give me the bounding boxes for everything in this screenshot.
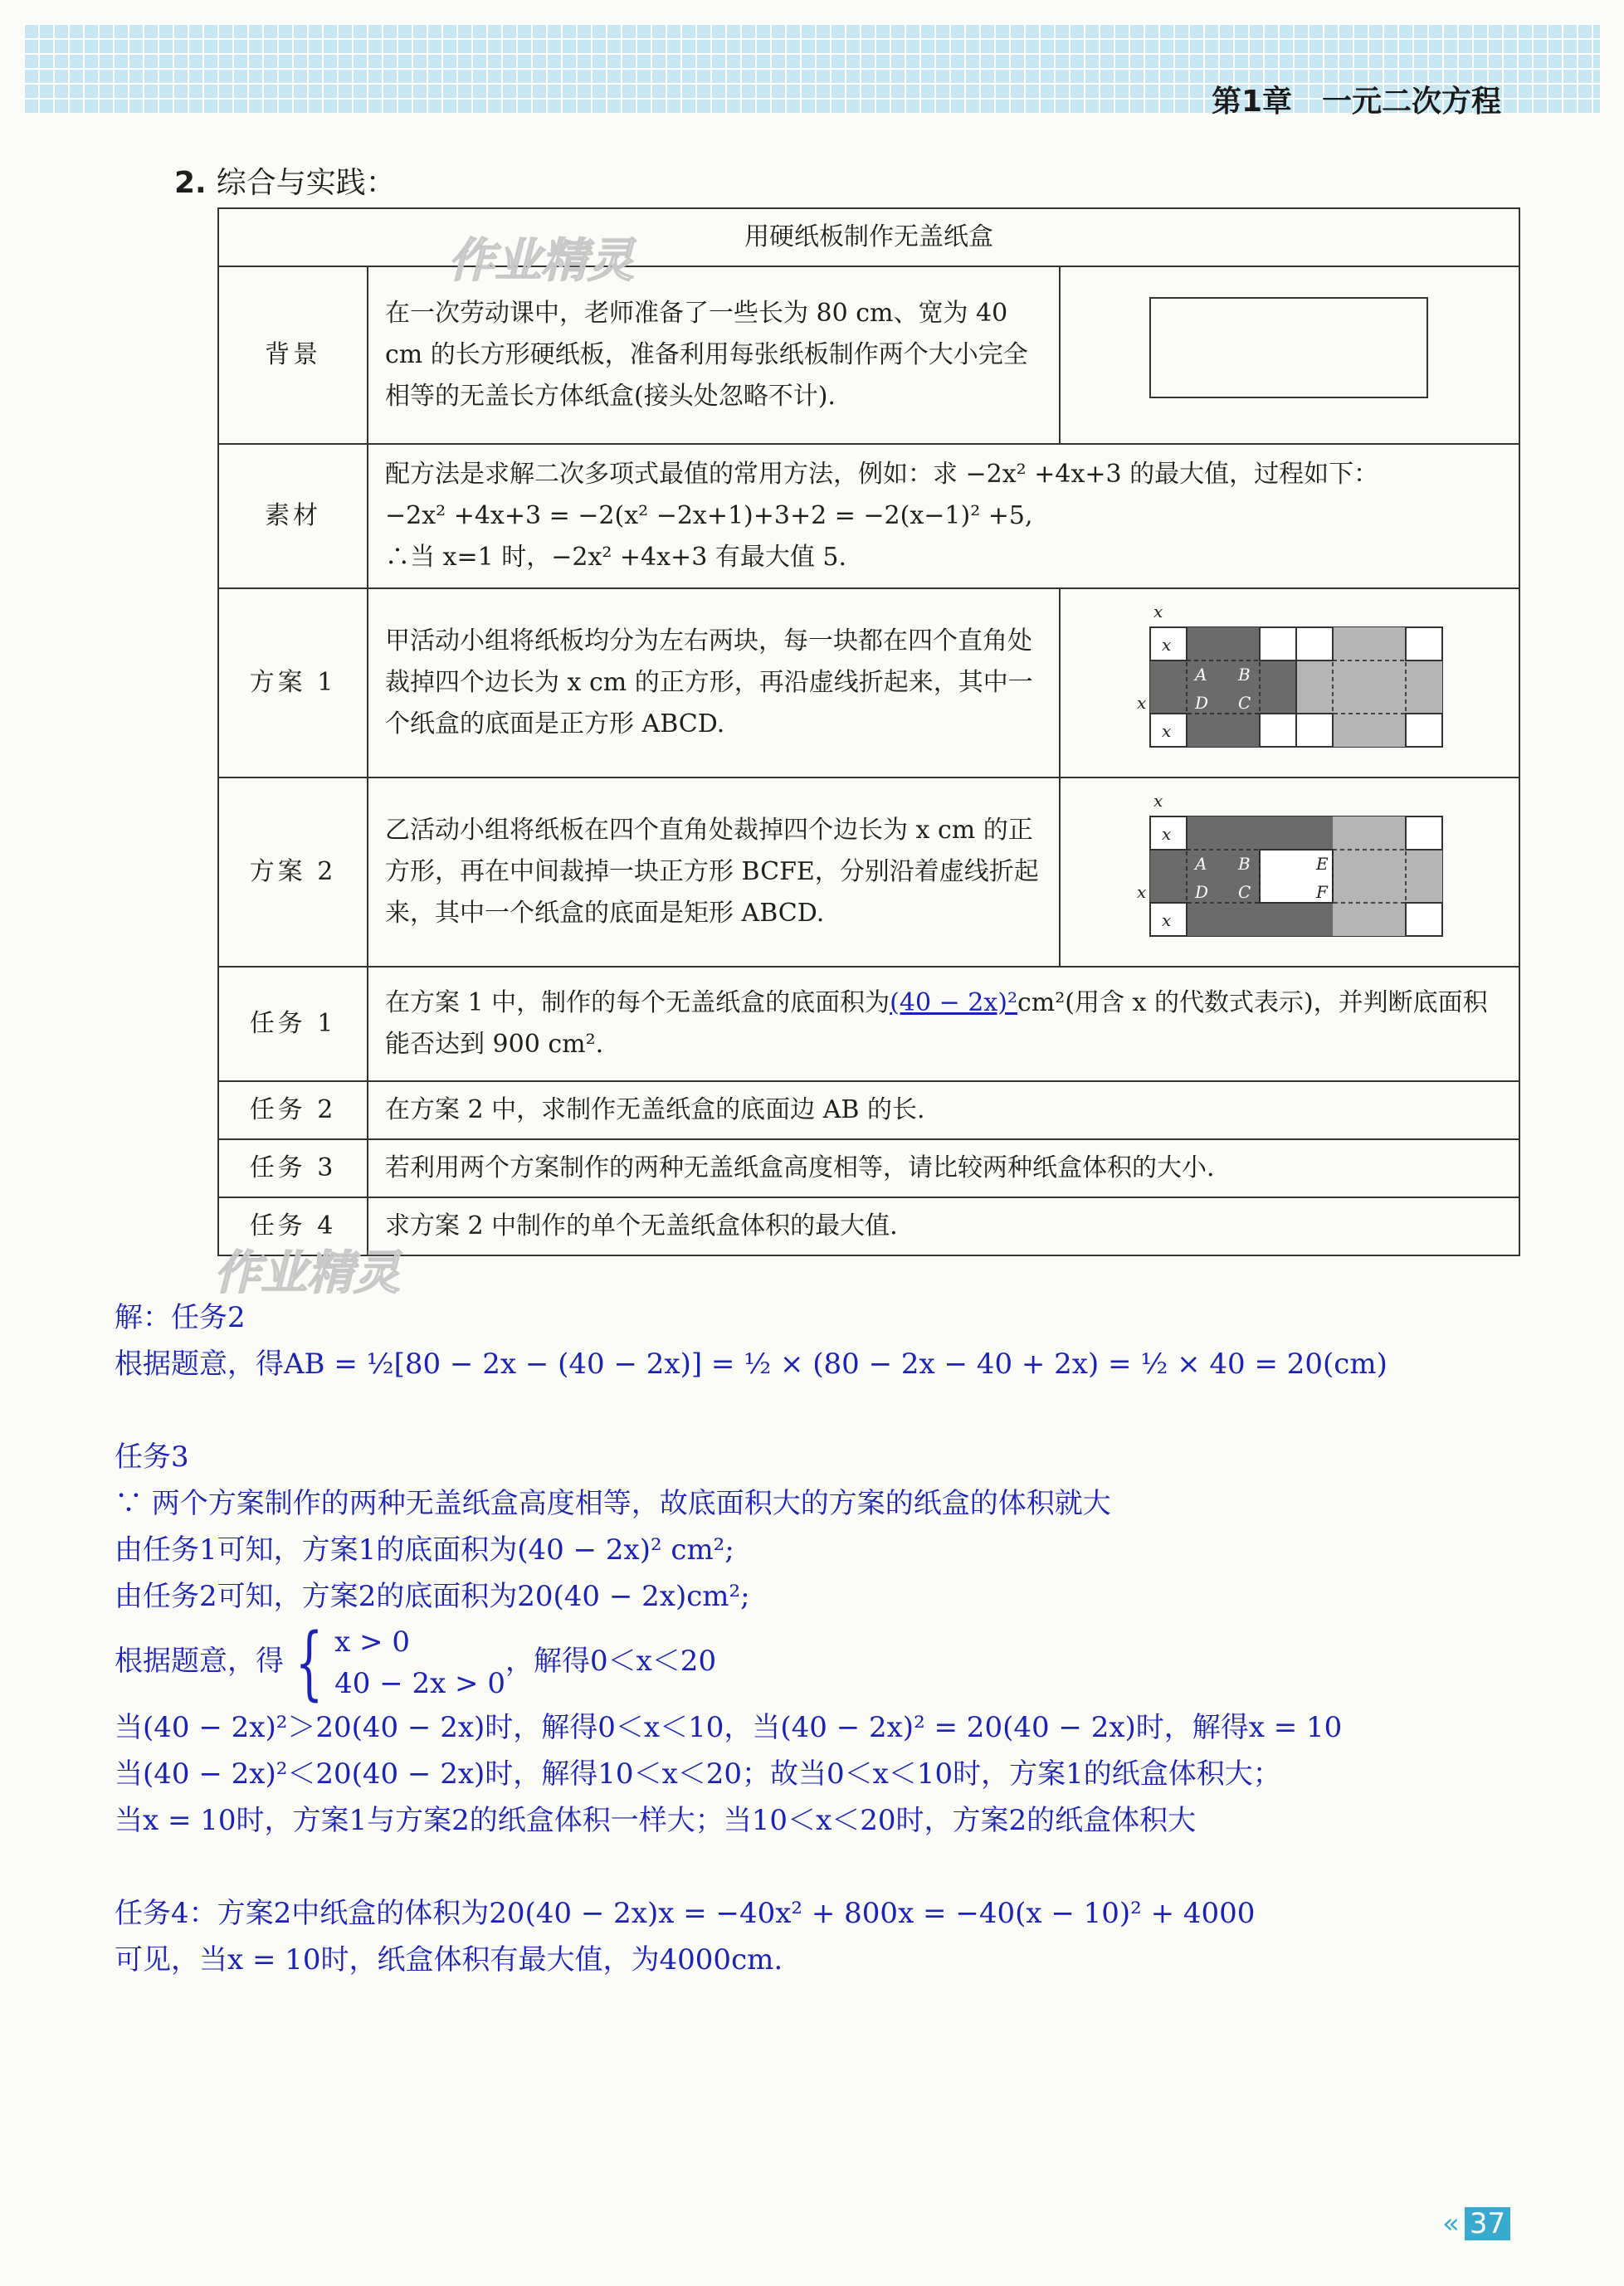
row-label: 方案 2	[218, 777, 368, 967]
label-x: x	[1162, 910, 1172, 930]
row-label: 背景	[218, 266, 368, 444]
task-table	[217, 207, 1520, 1256]
row-text: 在方案 2 中，求制作无盖纸盒的底面边 AB 的长.	[368, 1081, 1519, 1139]
label-C: C	[1238, 693, 1251, 713]
table-title: 用硬纸板制作无盖纸盒	[218, 208, 1519, 266]
inequality-system	[334, 1621, 505, 1704]
plan1-figure-cell	[1060, 588, 1519, 777]
system-suffix: ，解得0＜x＜20	[505, 1645, 717, 1678]
plan2-figure	[1132, 788, 1447, 943]
inequality-system-line	[115, 1616, 1575, 1709]
row-text: 在一次劳动课中，老师准备了一些长为 80 cm、宽为 40 cm 的长方形硬纸板，准备利用每张纸板制作两个大小完全相等的无盖长方体纸盒(接头处忽略不计).	[368, 266, 1060, 444]
row-text: 若利用两个方案制作的两种无盖纸盒高度相等，请比较两种纸盒体积的大小.	[368, 1139, 1519, 1197]
row-label: 素材	[218, 444, 368, 588]
table-row	[218, 777, 1519, 967]
row-label: 任务 1	[218, 967, 368, 1081]
material-line: −2x² +4x+3 = −2(x² −2x+1)+3+2 = −2(x−1)² +5,	[385, 501, 1033, 530]
solution-block	[115, 1294, 1575, 1983]
label-B: B	[1238, 665, 1251, 685]
solution-line: 当x = 10时，方案1与方案2的纸盒体积一样大；当10＜x＜20时，方案2的纸盒体积大	[115, 1804, 1197, 1837]
table-row	[218, 444, 1519, 588]
material-line: ∴当 x=1 时，−2x² +4x+3 有最大值 5.	[385, 543, 846, 572]
table-row	[218, 266, 1519, 444]
label-x: x	[1137, 693, 1147, 713]
solution-line: 当(40 − 2x)²＞20(40 − 2x)时，解得0＜x＜10，当(40 − 2x)² = 20(40 − 2x)时，解得x = 10	[115, 1711, 1343, 1744]
solution-line: 解：任务2	[115, 1301, 246, 1334]
table-row	[218, 588, 1519, 777]
question-heading	[174, 159, 396, 202]
label-x: x	[1162, 721, 1172, 741]
page-number-value: 37	[1465, 2207, 1510, 2240]
label-x: x	[1153, 791, 1163, 811]
solution-line: 任务3	[115, 1440, 189, 1474]
table-row	[218, 1081, 1519, 1139]
question-number: 2.	[174, 166, 207, 200]
table-row	[218, 1139, 1519, 1197]
question-title: 综合与实践：	[216, 166, 396, 200]
row-text: 甲活动小组将纸板均分为左右两块，每一块都在四个直角处裁掉四个边长为 x cm 的正方形，再沿虚线折起来，其中一个纸盒的底面是正方形 ABCD.	[368, 588, 1060, 777]
task1-answer: (40 − 2x)²	[890, 988, 1017, 1017]
task1-text-b: cm²(用含 x 的代数式表示)，并判断底面积能否达到 900 cm².	[385, 988, 1488, 1059]
brace-glyph: {	[295, 1616, 324, 1709]
row-label: 任务 3	[218, 1139, 368, 1197]
label-A: A	[1195, 665, 1207, 685]
label-C: C	[1238, 882, 1251, 902]
inequality: x > 0	[334, 1626, 410, 1659]
cardboard-figure	[1149, 296, 1431, 401]
solution-line: 由任务1可知，方案1的底面积为(40 − 2x)² cm²;	[115, 1533, 734, 1567]
system-prefix: 根据题意，得	[115, 1645, 284, 1678]
row-label: 方案 1	[218, 588, 368, 777]
chapter-title: 第1章 一元二次方程	[1211, 85, 1501, 119]
row-label: 任务 2	[218, 1081, 368, 1139]
task1-text-a: 在方案 1 中，制作的每个无盖纸盒的底面积为	[385, 988, 890, 1017]
label-x: x	[1137, 882, 1147, 902]
row-text	[368, 444, 1519, 588]
row-text: 乙活动小组将纸板在四个直角处裁掉四个边长为 x cm 的正方形，再在中间裁掉一块正方形 BCFE，分别沿着虚线折起来，其中一个纸盒的底面是矩形 ABCD.	[368, 777, 1060, 967]
plan2-figure-cell	[1060, 777, 1519, 967]
solution-line: 根据题意，得AB = ½[80 − 2x − (40 − 2x)] = ½ × (80 − 2x − 40 + 2x) = ½ × 40 = 20(cm)	[115, 1348, 1387, 1381]
table-row	[218, 1197, 1519, 1255]
label-x: x	[1162, 635, 1172, 655]
page-number: « 37	[1442, 2207, 1510, 2240]
label-A: A	[1195, 854, 1207, 874]
solution-line: 当(40 − 2x)²＜20(40 − 2x)时，解得10＜x＜20；故当0＜x＜10时，方案1的纸盒体积大；	[115, 1757, 1281, 1791]
inequality: 40 − 2x > 0	[334, 1667, 505, 1700]
solution-line: 可见，当x = 10时，纸盒体积有最大值，为4000cm.	[115, 1943, 783, 1976]
label-F: F	[1316, 882, 1328, 902]
solution-line: 任务4：方案2中纸盒的体积为20(40 − 2x)x = −40x² + 800x = −40(x − 10)² + 4000	[115, 1897, 1256, 1930]
label-E: E	[1316, 854, 1329, 874]
watermark: 作业精灵	[214, 1246, 400, 1300]
solution-line: 由任务2可知，方案2的底面积为20(40 − 2x)cm²;	[115, 1580, 750, 1613]
row-text	[368, 967, 1519, 1081]
material-line: 配方法是求解二次多项式最值的常用方法，例如：求 −2x² +4x+3 的最大值，过程如下：	[385, 460, 1379, 489]
plan1-figure	[1132, 599, 1447, 753]
label-x: x	[1162, 824, 1172, 844]
row-text: 求方案 2 中制作的单个无盖纸盒体积的最大值.	[368, 1197, 1519, 1255]
table-title-row	[218, 208, 1519, 266]
table-row	[218, 967, 1519, 1081]
solution-line: ∵ 两个方案制作的两种无盖纸盒高度相等，故底面积大的方案的纸盒的体积就大	[115, 1487, 1111, 1520]
row-label: 任务 4	[218, 1197, 368, 1255]
label-x: x	[1153, 602, 1163, 621]
watermark: 作业精灵	[448, 234, 634, 288]
label-D: D	[1195, 693, 1209, 713]
background-figure-cell	[1060, 266, 1519, 444]
label-D: D	[1195, 882, 1209, 902]
label-B: B	[1238, 854, 1251, 874]
